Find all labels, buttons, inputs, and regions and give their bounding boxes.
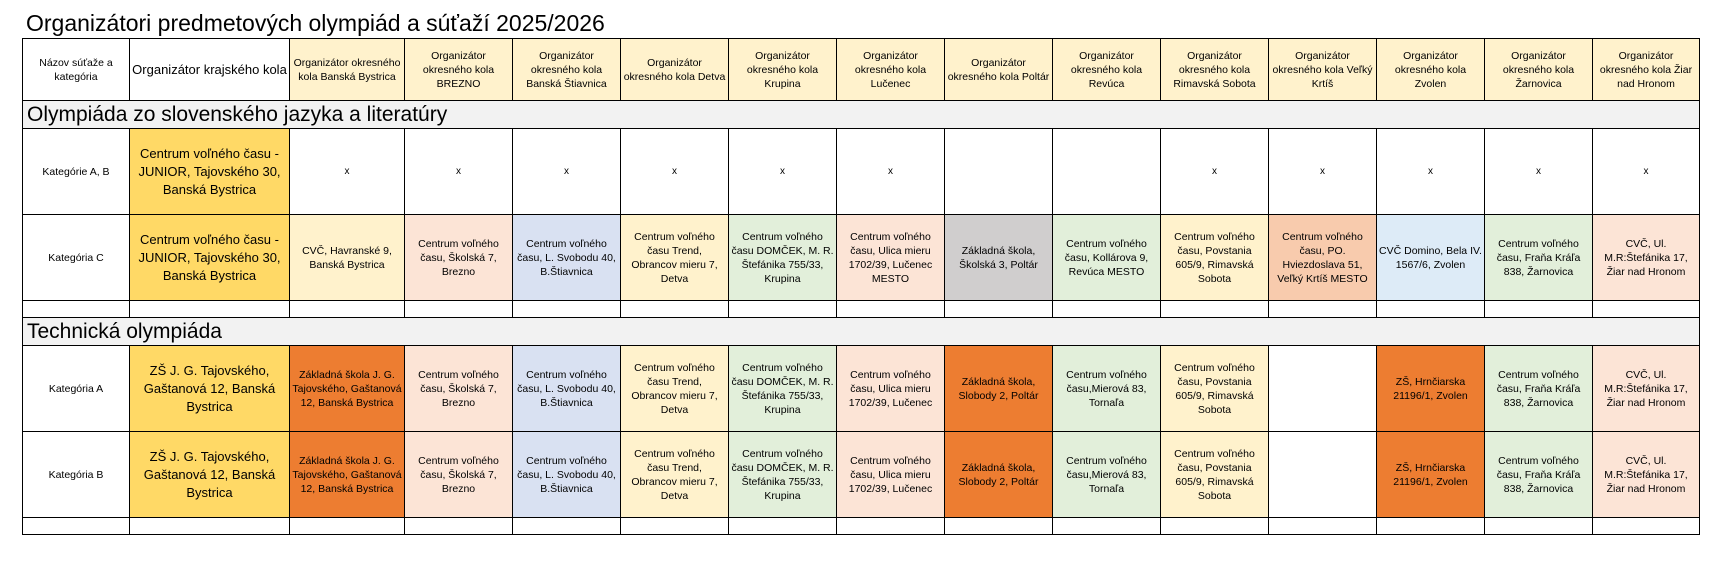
- header-district: Organizátor okresného kola Žarnovica: [1485, 39, 1593, 101]
- spacer-row: [23, 301, 1700, 318]
- district-cell: Centrum voľného času DOMČEK, M. R. Štefánika 755/33, Krupina: [729, 346, 837, 432]
- district-cell: Centrum voľného času, L. Svobodu 40, B.Štiavnica: [513, 215, 621, 301]
- district-cell: Centrum voľného času,Mierová 83, Tornaľa: [1053, 432, 1161, 518]
- section-row: [23, 101, 1700, 129]
- district-cell: x: [729, 129, 837, 215]
- header-district: Organizátor okresného kola Krupina: [729, 39, 837, 101]
- district-cell: Centrum voľného času, Školská 7, Brezno: [405, 432, 513, 518]
- district-cell: x: [837, 129, 945, 215]
- empty-cell: [1377, 518, 1485, 535]
- district-cell: Centrum voľného času, Fraňa Kráľa 838, Žarnovica: [1485, 432, 1593, 518]
- header-district: Organizátor okresného kola Poltár: [945, 39, 1053, 101]
- category-label: Kategória A: [23, 346, 130, 432]
- district-cell: Centrum voľného času, Povstania 605/9, Rimavská Sobota: [1161, 346, 1269, 432]
- district-cell: Centrum voľného času, Fraňa Kráľa 838, Žarnovica: [1485, 346, 1593, 432]
- spacer-row: [23, 518, 1700, 535]
- empty-cell: [1593, 518, 1700, 535]
- district-cell: Základná škola J. G. Tajovského, Gaštanová 12, Banská Bystrica: [290, 346, 405, 432]
- district-cell: Centrum voľného času, Ulica mieru 1702/39, Lučenec: [837, 346, 945, 432]
- district-cell: ZŠ, Hrnčiarska 21196/1, Zvolen: [1377, 432, 1485, 518]
- district-cell: x: [1485, 129, 1593, 215]
- header-district: Organizátor okresného kola Banská Bystrica: [290, 39, 405, 101]
- empty-cell: [1161, 518, 1269, 535]
- district-cell: Centrum voľného času, L. Svobodu 40, B.Štiavnica: [513, 432, 621, 518]
- district-cell: Centrum voľného času, Ulica mieru 1702/39, Lučenec: [837, 432, 945, 518]
- district-cell: ZŠ, Hrnčiarska 21196/1, Zvolen: [1377, 346, 1485, 432]
- header-district: Organizátor okresného kola Zvolen: [1377, 39, 1485, 101]
- empty-cell: [405, 301, 513, 318]
- district-cell: Centrum voľného času,Mierová 83, Tornaľa: [1053, 346, 1161, 432]
- header-district: Organizátor okresného kola Žiar nad Hronom: [1593, 39, 1700, 101]
- kraj-organizer: Centrum voľného času - JUNIOR, Tajovského 30, Banská Bystrica: [130, 215, 290, 301]
- empty-cell: [130, 518, 290, 535]
- empty-cell: [1161, 301, 1269, 318]
- district-cell: [1269, 432, 1377, 518]
- section-title: Technická olympiáda: [23, 318, 1700, 346]
- empty-cell: [290, 518, 405, 535]
- district-cell: Centrum voľného času, Fraňa Kráľa 838, Žarnovica: [1485, 215, 1593, 301]
- district-cell: Centrum voľného času DOMČEK, M. R. Štefánika 755/33, Krupina: [729, 215, 837, 301]
- district-cell: x: [290, 129, 405, 215]
- district-cell: x: [1593, 129, 1700, 215]
- section-row: [23, 318, 1700, 346]
- district-cell: x: [405, 129, 513, 215]
- empty-cell: [1485, 301, 1593, 318]
- header-row: [23, 39, 1700, 101]
- empty-cell: [1593, 301, 1700, 318]
- district-cell: Centrum voľného času, L. Svobodu 40, B.Štiavnica: [513, 346, 621, 432]
- district-cell: [945, 129, 1053, 215]
- header-district: Organizátor okresného kola Banská Štiavnica: [513, 39, 621, 101]
- district-cell: Centrum voľného času, Ulica mieru 1702/39, Lučenec MESTO: [837, 215, 945, 301]
- empty-cell: [837, 301, 945, 318]
- empty-cell: [1377, 301, 1485, 318]
- header-kraj: Organizátor krajského kola: [130, 39, 290, 101]
- table-row: [23, 129, 1700, 215]
- empty-cell: [290, 301, 405, 318]
- district-cell: Základná škola, Slobody 2, Poltár: [945, 346, 1053, 432]
- district-cell: x: [513, 129, 621, 215]
- section-title: Olympiáda zo slovenského jazyka a literatúry: [23, 101, 1700, 129]
- header-district: Organizátor okresného kola Rimavská Sobota: [1161, 39, 1269, 101]
- district-cell: Centrum voľného času, Povstania 605/9, Rimavská Sobota: [1161, 215, 1269, 301]
- empty-cell: [729, 301, 837, 318]
- empty-cell: [1053, 301, 1161, 318]
- category-label: Kategórie A, B: [23, 129, 130, 215]
- kraj-organizer: ZŠ J. G. Tajovského, Gaštanová 12, Banská Bystrica: [130, 346, 290, 432]
- header-name: Názov súťaže a kategória: [23, 39, 130, 101]
- empty-cell: [23, 301, 130, 318]
- page-title: Organizátori predmetových olympiád a súťaží 2025/2026: [26, 10, 605, 36]
- header-district: Organizátor okresného kola Detva: [621, 39, 729, 101]
- district-cell: CVČ, Ul. M.R:Štefánika 17, Žiar nad Hronom: [1593, 432, 1700, 518]
- empty-cell: [729, 518, 837, 535]
- header-district: Organizátor okresného kola BREZNO: [405, 39, 513, 101]
- empty-cell: [513, 301, 621, 318]
- empty-cell: [513, 518, 621, 535]
- kraj-organizer: Centrum voľného času - JUNIOR, Tajovského 30, Banská Bystrica: [130, 129, 290, 215]
- empty-cell: [1485, 518, 1593, 535]
- empty-cell: [1053, 518, 1161, 535]
- district-cell: x: [1377, 129, 1485, 215]
- table-row: [23, 432, 1700, 518]
- district-cell: x: [1161, 129, 1269, 215]
- empty-cell: [945, 518, 1053, 535]
- table-row: [23, 215, 1700, 301]
- empty-cell: [23, 518, 130, 535]
- category-label: Kategória C: [23, 215, 130, 301]
- district-cell: [1269, 346, 1377, 432]
- district-cell: Základná škola, Školská 3, Poltár: [945, 215, 1053, 301]
- empty-cell: [837, 518, 945, 535]
- district-cell: CVČ, Havranské 9, Banská Bystrica: [290, 215, 405, 301]
- district-cell: Centrum voľného času Trend, Obrancov mieru 7, Detva: [621, 432, 729, 518]
- organizers-table: [22, 38, 1700, 535]
- district-cell: x: [621, 129, 729, 215]
- district-cell: Centrum voľného času, PO. Hviezdoslava 51, Veľký Krtíš MESTO: [1269, 215, 1377, 301]
- district-cell: x: [1269, 129, 1377, 215]
- district-cell: Centrum voľného času, Kollárova 9, Revúca MESTO: [1053, 215, 1161, 301]
- district-cell: Centrum voľného času, Školská 7, Brezno: [405, 215, 513, 301]
- district-cell: [1053, 129, 1161, 215]
- empty-cell: [1269, 518, 1377, 535]
- district-cell: Základná škola J. G. Tajovského, Gaštanová 12, Banská Bystrica: [290, 432, 405, 518]
- empty-cell: [621, 301, 729, 318]
- category-label: Kategória B: [23, 432, 130, 518]
- empty-cell: [405, 518, 513, 535]
- district-cell: Centrum voľného času Trend, Obrancov mieru 7, Detva: [621, 346, 729, 432]
- empty-cell: [1269, 301, 1377, 318]
- district-cell: CVČ Domino, Bela IV. 1567/6, Zvolen: [1377, 215, 1485, 301]
- header-district: Organizátor okresného kola Revúca: [1053, 39, 1161, 101]
- district-cell: Centrum voľného času, Povstania 605/9, Rimavská Sobota: [1161, 432, 1269, 518]
- empty-cell: [130, 301, 290, 318]
- empty-cell: [621, 518, 729, 535]
- district-cell: Centrum voľného času DOMČEK, M. R. Štefánika 755/33, Krupina: [729, 432, 837, 518]
- district-cell: Centrum voľného času Trend, Obrancov mieru 7, Detva: [621, 215, 729, 301]
- table-row: [23, 346, 1700, 432]
- header-district: Organizátor okresného kola Lučenec: [837, 39, 945, 101]
- district-cell: Centrum voľného času, Školská 7, Brezno: [405, 346, 513, 432]
- header-district: Organizátor okresného kola Veľký Krtíš: [1269, 39, 1377, 101]
- district-cell: CVČ, Ul. M.R:Štefánika 17, Žiar nad Hronom: [1593, 346, 1700, 432]
- kraj-organizer: ZŠ J. G. Tajovského, Gaštanová 12, Banská Bystrica: [130, 432, 290, 518]
- district-cell: Základná škola, Slobody 2, Poltár: [945, 432, 1053, 518]
- empty-cell: [945, 301, 1053, 318]
- district-cell: CVČ, Ul. M.R:Štefánika 17, Žiar nad Hronom: [1593, 215, 1700, 301]
